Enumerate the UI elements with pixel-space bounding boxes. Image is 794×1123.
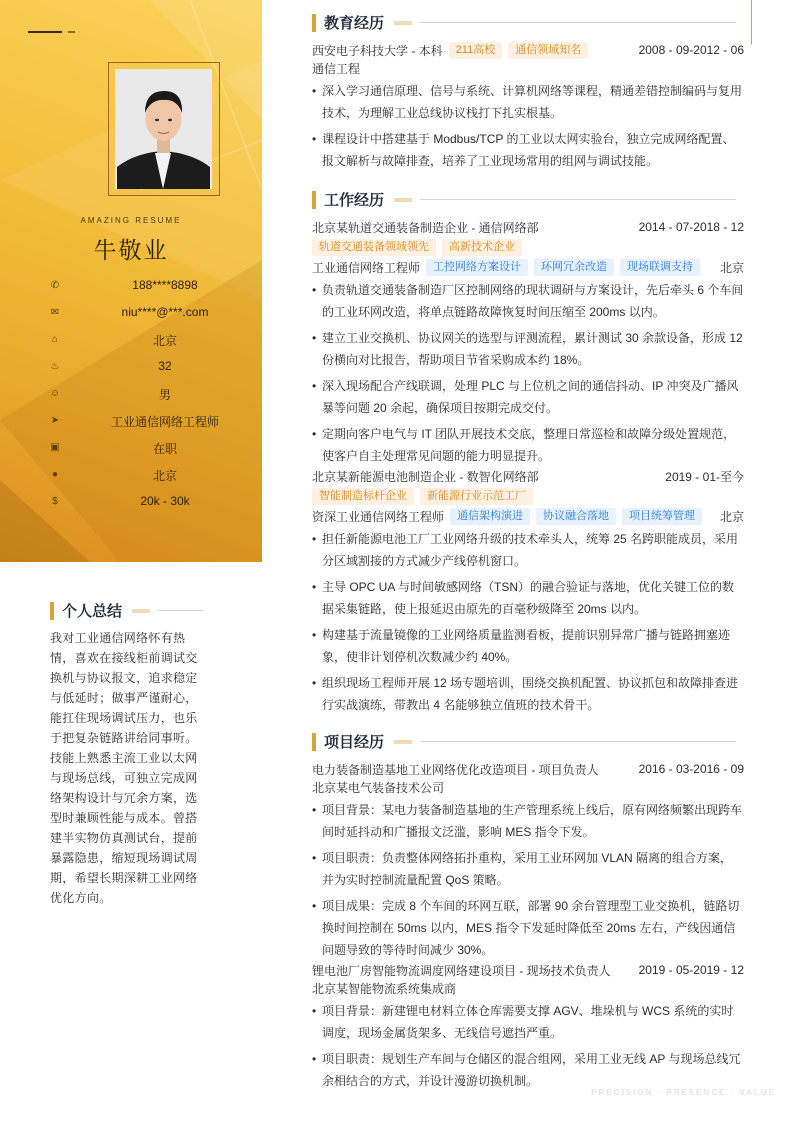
education-bullets [312,80,744,172]
project-name: 锂电池厂房智能物流调度网络建设项目 - 现场技术负责人 [312,963,611,978]
list-item: • 深入现场配合产线联调，处理 PLC 与上位机之间的通信抖动、IP 冲突及广播风暴等问题 20 余起，确保项目按期完成交付。 [312,375,744,419]
candidate-name: 牛敬业 [93,238,169,264]
info-value: 188****8898 [132,278,198,292]
project-org: 北京某智能物流系统集成商 [312,982,457,996]
role-tag: 通信架构演进 [450,508,530,525]
company-tag: 高新技术企业 [442,239,522,256]
education-header [312,12,736,33]
list-item: • 担任新能源电池工厂工业网络升级的技术牵头人，统筹 25 名跨职能成员，采用分区域割接的方式减少产线停机窗口。 [312,528,744,572]
list-item: • 构建基于流量镜像的工业网络质量监测看板，提前识别异常广播与链路拥塞迹象，使非计划停机次数减少约 40%。 [312,624,744,668]
decorative-line [28,31,62,33]
section-divider [420,22,736,23]
list-item: • 深入学习通信原理、信号与系统、计算机网络等课程，精通差错控制编码与复用技术，为理解工业总线协议栈打下扎实根基。 [312,80,744,124]
section-pill [132,609,150,613]
job-date: 2014 - 07-2018 - 12 [638,220,744,234]
project-date: 2019 - 05-2019 - 12 [638,963,744,977]
info-value: 男 [158,388,171,402]
briefcase-icon: ▣ [50,442,60,453]
info-value: 工业通信网络工程师 [110,415,219,429]
role-tag: 协议融合落地 [536,508,616,525]
list-item: • 建立工业交换机、协议网关的选型与评测流程，累计测试 30 余款设备，形成 12 份横向对比报告，帮助项目节省采购成本约 18%。 [312,327,744,371]
info-row [48,384,262,404]
section-bar [50,602,54,620]
info-row [48,411,262,431]
list-item: • 项目职责：规划生产车间与仓储区的混合组网，采用工业无线 AP 与现场总线冗余相结合的方式，并设计漫游切换机制。 [312,1048,744,1092]
decorative-dash [68,31,75,33]
list-item: • 负责轨道交通装备制造厂区控制网络的现状调研与方案设计，先后牵头 6 个车间的工业环网改造，将单点链路故障恢复时间压缩至 200ms 以内。 [312,279,744,323]
list-item: • 项目成果：完成 8 个车间的环网互联，部署 90 余台管理型工业交换机，链路切换时间控制在 50ms 以内，MES 指令下发延时降低至 20ms 左右，产线因通信问题导致的等待时间减少 30%。 [312,895,744,961]
education-date: 2008 - 09-2012 - 06 [638,43,744,57]
section-title: 项目经历 [324,734,385,751]
project-bullets [312,1000,744,1092]
company-name: 北京某轨道交通装备制造企业 - 通信网络部 [312,220,539,235]
section-divider [420,199,736,200]
school-name: 西安电子科技大学 - 本科 [312,43,443,58]
info-row [48,276,262,296]
resume-tagline: AMAZING RESUME [80,216,182,225]
summary-header [50,600,204,621]
info-row [48,357,262,377]
section-pill [394,740,412,744]
info-value: 在职 [152,442,177,456]
list-item: • 项目背景：新建锂电材料立体仓库需要支撑 AGV、堆垛机与 WCS 系统的实时调度，现场金属货架多、无线信号遮挡严重。 [312,1000,744,1044]
info-row [48,438,262,458]
info-row [48,303,262,323]
education-tag: 通信领域知名 [508,42,588,59]
job-bullets [312,528,744,716]
section-title: 工作经历 [324,192,385,209]
project-bullets [312,799,744,961]
job-date: 2019 - 01-至今 [665,469,744,484]
info-row [48,330,262,350]
role-tag: 项目统筹管理 [622,508,702,525]
home-icon: ⌂ [51,334,59,345]
info-row [48,492,262,512]
section-title: 教育经历 [324,15,385,32]
section-pill [394,21,412,25]
projects-header [312,731,736,752]
project-block [312,960,744,1096]
work-header [312,189,736,210]
avatar [115,69,212,189]
section-divider [420,741,736,742]
info-value: niu****@***.com [121,305,209,319]
job-bullets [312,279,744,467]
company-tag: 新能源行业示范工厂 [420,488,533,505]
education-block [312,40,744,176]
mail-icon: ✉ [50,307,60,318]
info-value: 北京 [152,334,177,348]
project-date: 2016 - 03-2016 - 09 [638,762,744,776]
info-value: 32 [158,359,172,373]
role-tag: 现场联调支持 [620,259,700,276]
section-title: 个人总结 [62,603,123,620]
list-item: • 课程设计中搭建基于 Modbus/TCP 的工业以太网实验台，独立完成网络配置、报文解析与故障排查，培养了工业现场常用的组网与调试技能。 [312,128,744,172]
salary-icon: $ [52,496,58,507]
project-org: 北京某电气装备技术公司 [312,781,445,795]
section-bar [312,191,316,209]
section-pill [394,198,412,202]
project-name: 电力装备制造基地工业网络优化改造项目 - 项目负责人 [312,762,599,777]
company-tag: 智能制造标杆企业 [312,488,414,505]
job-role: 资深工业通信网络工程师 [312,509,445,524]
company-tag: 轨道交通装备领域领先 [312,239,436,256]
location-icon: ● [51,469,59,480]
section-bar [312,14,316,32]
list-item: • 定期向客户电气与 IT 团队开展技术交底，整理日常巡检和故障分级处置规范，使客户自主处理常见问题的能力明显提升。 [312,423,744,467]
info-row [48,465,262,485]
job-role: 工业通信网络工程师 [312,260,421,275]
section-bar [312,733,316,751]
role-tag: 工控网络方案设计 [426,259,528,276]
job-city: 北京 [719,260,744,275]
send-icon: ➤ [50,415,60,426]
job-block [312,466,744,720]
job-city: 北京 [719,509,744,524]
summary-text: 我对工业通信网络怀有热情，喜欢在接线柜前调试交换机与协议报文，追求稳定与低延时；做事严谨耐心，能扛住现场调试压力，也乐于把复杂链路讲给同事听。技能上熟悉主流工业以太网与现场总线，可独立完成网络架构设计与冗余方案，选型时兼顾性能与成本。曾搭建半实物仿真测试台，提前暴露隐患，缩短现场调试周期，希望长期深耕工业网络优化方向。 [50,631,198,905]
list-item: • 项目背景：某电力装备制造基地的生产管理系统上线后，原有网络频繁出现跨车间时延抖动和广播报文泛滥，影响 MES 指令下发。 [312,799,744,843]
info-value: 北京 [152,469,177,483]
major: 通信工程 [312,62,361,76]
project-block [312,759,744,965]
role-tag: 环网冗余改造 [534,259,614,276]
gender-icon: ☺ [49,388,61,399]
list-item: • 主导 OPC UA 与时间敏感网络（TSN）的融合验证与落地，优化关键工位的数据采集链路，使上报延迟由原先的百毫秒级降至 20ms 以内。 [312,576,744,620]
job-block [312,217,744,471]
list-item: • 项目职责：负责整体网络拓扑重构，采用工业环网加 VLAN 隔离的组合方案，并为实时控制流量配置 QoS 策略。 [312,847,744,891]
phone-icon: ✆ [50,280,60,291]
cake-icon: ♨ [50,361,60,372]
education-tag: 211高校 [449,42,503,59]
list-item: • 组织现场工程师开展 12 场专题培训，围绕交换机配置、协议抓包和故障排查进行实战演练，带教出 4 名能够独立值班的技术骨干。 [312,672,744,716]
footer-motto: PRECISION · PRESENCE · VALUE [591,1088,776,1097]
company-name: 北京某新能源电池制造企业 - 数智化网络部 [312,469,539,484]
info-value: 20k - 30k [140,494,190,508]
section-divider [158,610,204,611]
